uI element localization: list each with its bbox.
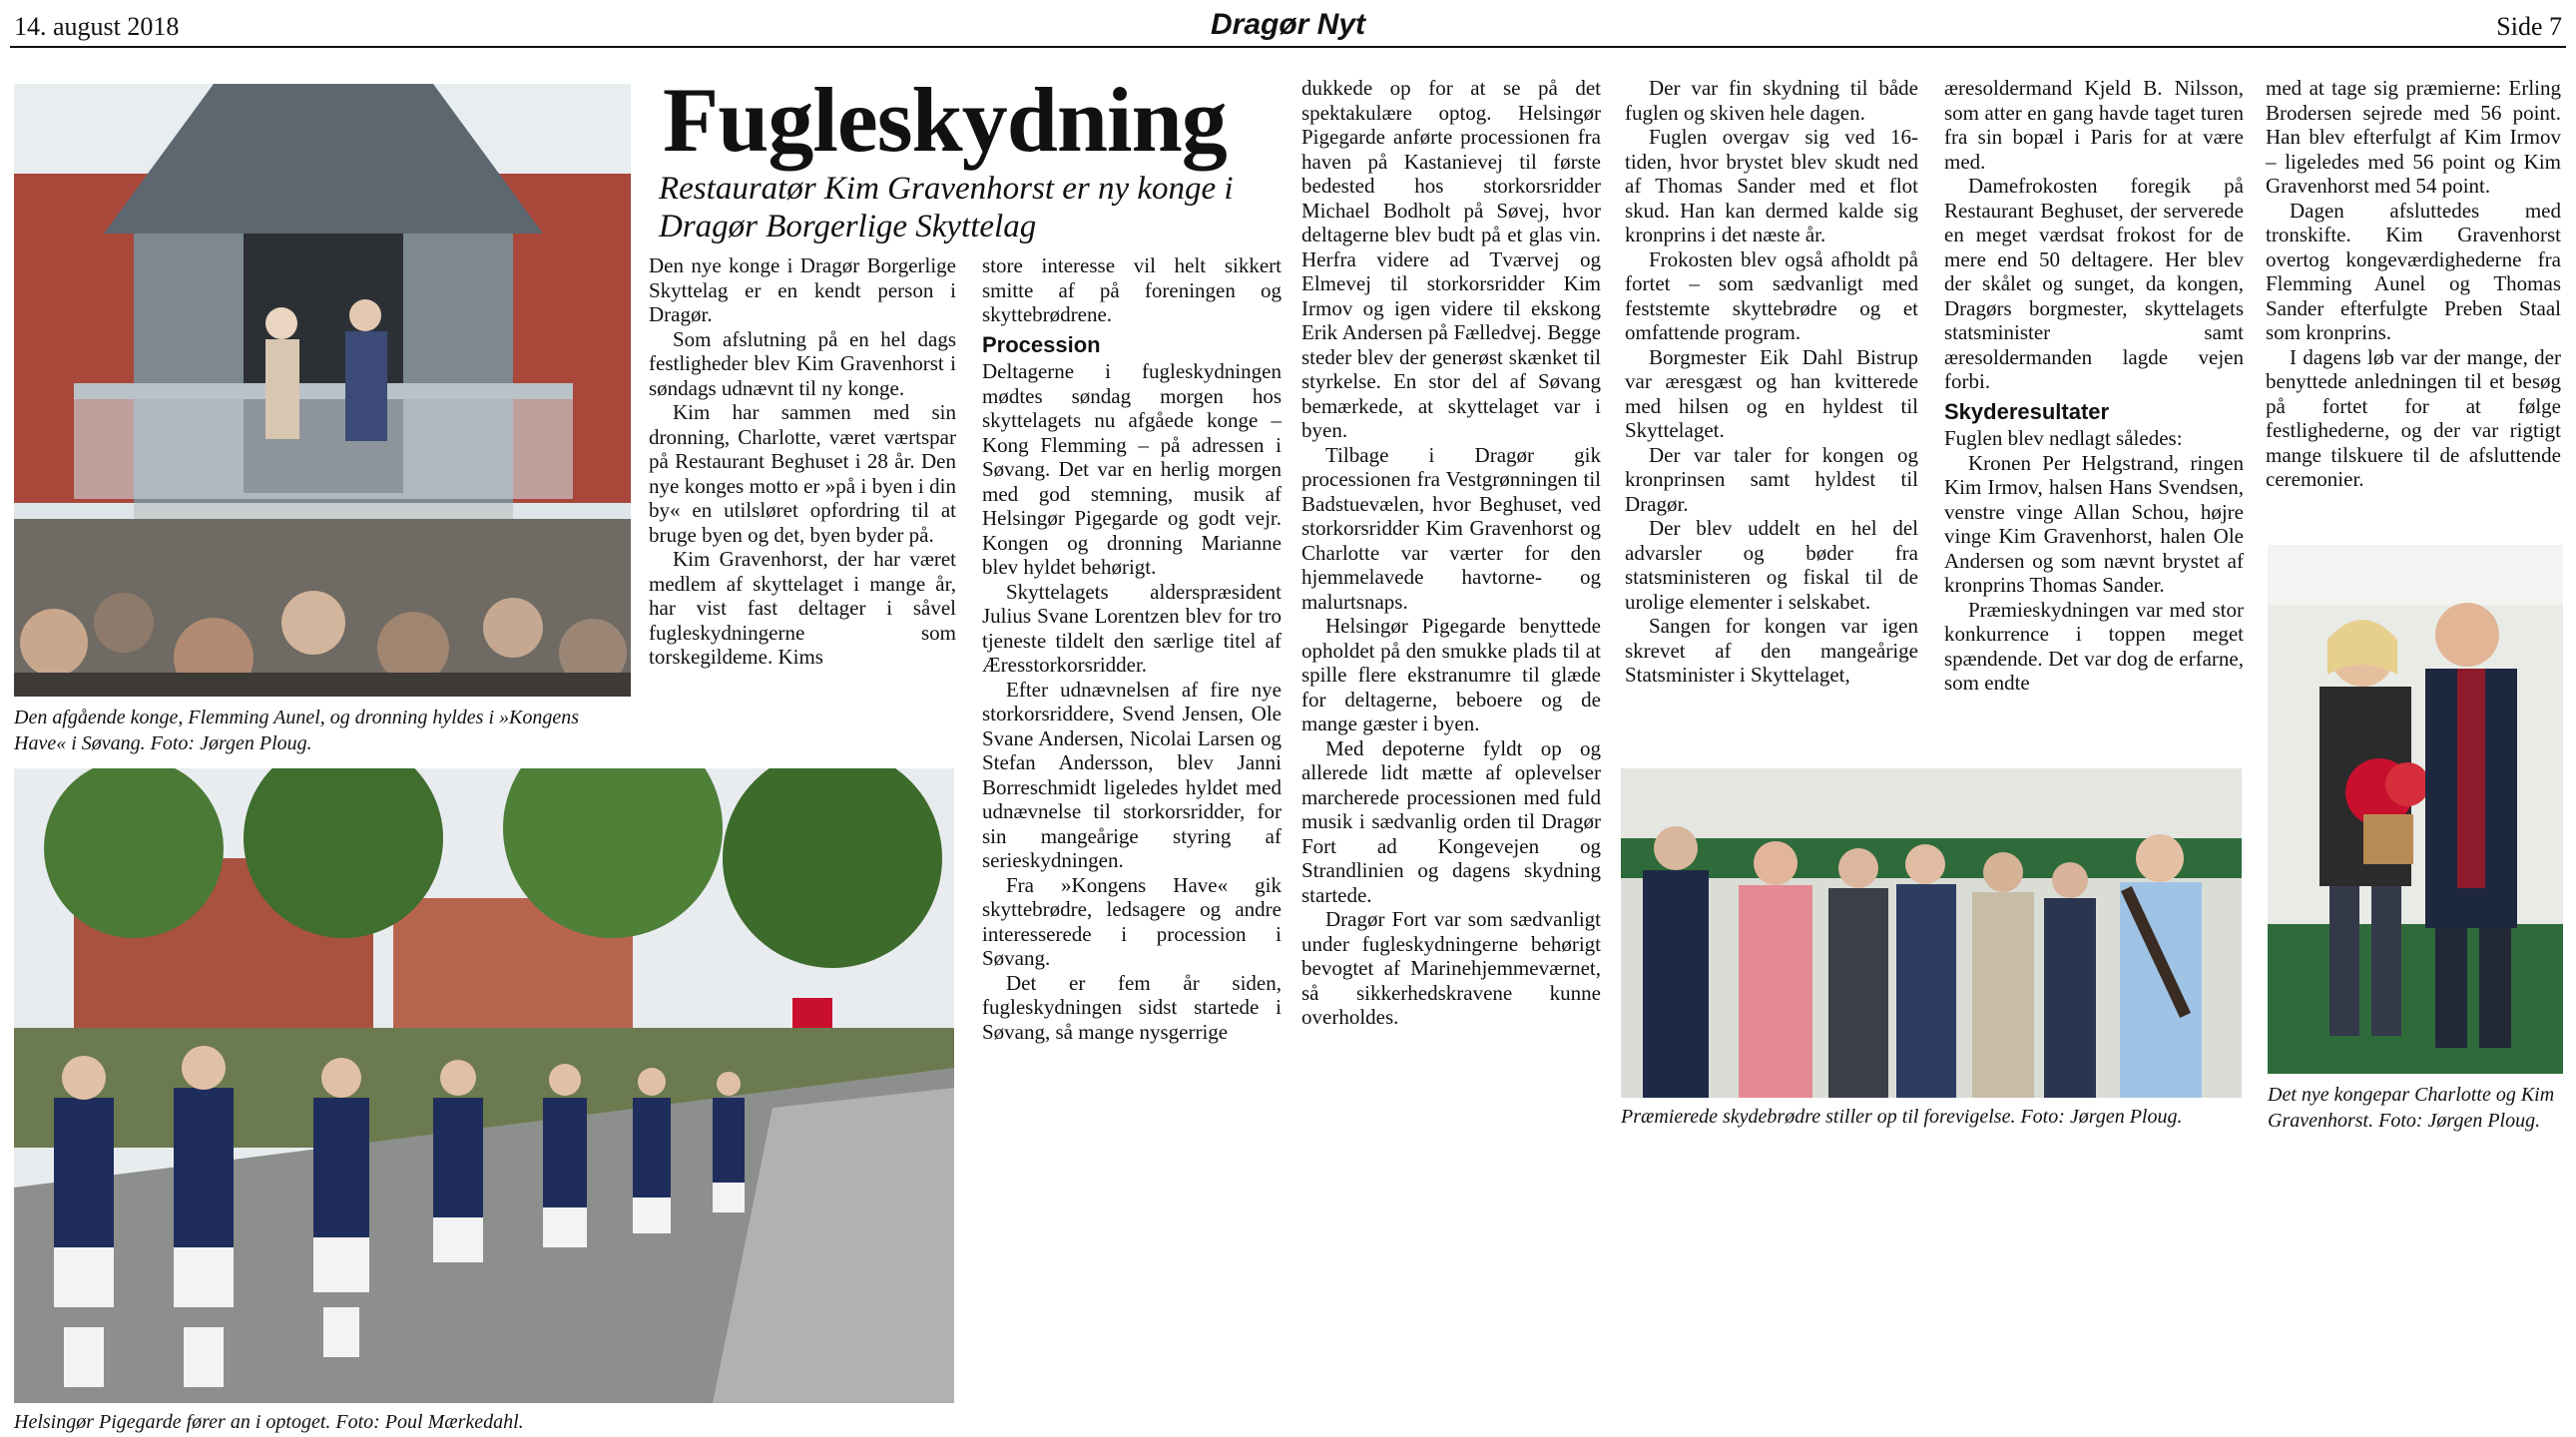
paragraph: æresoldermand Kjeld B. Nilsson, som atter en gang havde taget turen fra sin bopæl i Paris for at være med. <box>1944 76 2244 174</box>
paragraph: Frokosten blev også afholdt på fortet – som sædvanligt med feststemte skyttebrødre og et omfattende program. <box>1625 246 1918 344</box>
article-column-3 <box>1301 76 1601 1030</box>
section-heading-results: Skyderesultater <box>1944 398 2110 424</box>
paragraph: Helsingør Pigegarde benyttede opholdet på den smukke plads til at spille flere ekstranumre til glæde for deltagerne, beboere og de mange gæster i byen. <box>1301 614 1601 735</box>
paragraph: Der var fin skydning til både fuglen og skiven hele dagen. <box>1625 76 1918 125</box>
article-column-2 <box>982 253 1282 1044</box>
issue-date: 14. august 2018 <box>14 12 180 41</box>
paragraph: Kim har sammen med sin dronning, Charlotte, været værtspar på Restaurant Beghuset i 28 år. Den nye konges motto er »på i byen i din by« en utilsløret opfordring til at bruge byen og det, byen byder på. <box>649 400 956 547</box>
paragraph: Deltagerne i fugleskydningen mødtes søndag morgen hos skyttelagets nu afgåede konge – Kong Flemming – på adressen i Søvang. Det var en herlig morgen med god stemning, musik af Helsingør Pigegarde og godt vejr. Kongen og dronning Marianne blev hyldet behørigt. <box>982 359 1282 579</box>
page-number: Side 7 <box>2496 12 2562 41</box>
paragraph: store interesse vil helt sikkert smitte af på foreningen og skyttebrødrene. <box>982 253 1282 326</box>
paragraph: Dragør Fort var som sædvanligt under fugleskydningerne behørigt bevogtet af Marinehjemmeværnet, så sikkerhedskravene kunne overholdes. <box>1301 907 1601 1029</box>
paragraph: dukkede op for at se på det spektakulære optog. Helsingør Pigegarde anførte processionen fra haven på Kastanievej til første bedested hos storkorsridder Michael Bodholt på Søvej, hvor deltagerne blev budt på et glas vin. Herfra videre ad Tværvej og Elmevej til storkorsridder Kim Irmov og igen videre til ekskong Erik Andersen på Fælledvej. Begge steder blev der generøst skænket til styrkelse. En stor del af Søvang bemærkede, at skyttelaget var i byen. <box>1301 76 1601 442</box>
paragraph: Borgmester Eik Dahl Bistrup var æresgæst og han kvitterede med hilsen og en hyldest til Skyttelaget. <box>1625 344 1918 442</box>
article-subheadline: Restauratør Kim Gravenhorst er ny konge i Dragør Borgerlige Skyttelag <box>659 171 1234 244</box>
paragraph: Kim Gravenhorst, der har været medlem af skyttelaget i mange år, har vist fast deltager i såvel fugleskydningerne som torskegildeme. Kims <box>649 547 956 669</box>
paragraph: Damefrokosten foregik på Restaurant Beghuset, der serverede en meget værdsat frokost for de mere end 50 deltagere. Her blev der skålet og sunget, da kongen, Dragørs borgmester, skyttelagets statsminister samt æresoldermanden lagde vejen forbi. <box>1944 174 2244 393</box>
paragraph: Det er fem år siden, fugleskydningen sidst startede i Søvang, så mange nysgerrige <box>982 970 1282 1044</box>
paragraph: Kronen Per Helgstrand, ringen Kim Irmov, halsen Hans Svendsen, venstre vinge Allan Schou, højre vinge Kim Gravenhorst, halen Ole Andersen og som nævnt brystet af kronprins Thomas Sander. <box>1944 450 2244 597</box>
caption-photo-2: Helsingør Pigegarde fører an i optoget. Foto: Poul Mærkedahl. <box>14 1411 524 1433</box>
paragraph: Der var taler for kongen og kronprinsen samt hyldest til Dragør. <box>1625 442 1918 516</box>
caption-photo-4: Det nye kongepar Charlotte og Kim Gravenhorst. Foto: Jørgen Ploug. <box>2268 1084 2555 1132</box>
paragraph: Tilbage i Dragør gik processionen fra Vestgrønningen til Badstuevælen, hvor Beghuset, ved storkorsridder Kim Gravenhorst og Charlotte var værter for den hjemmelavede havtorne- og malurtsnaps. <box>1301 442 1601 614</box>
photo-girls-guard-parade <box>14 768 954 1403</box>
article-column-5 <box>1944 76 2244 696</box>
paper-title: Dragør Nyt <box>1210 8 1366 41</box>
paragraph: Efter udnævnelsen af fire nye storkorsriddere, Svend Jensen, Ole Svane Andersen, Nicolai Larsen og Stefan Andersson, blev Janni Borreschmidt ligeledes hyldet med udnævnelse til storkorsridder, for sin mangeårige styring af serieskydningen. <box>982 677 1282 872</box>
photo-new-royal-couple <box>2268 545 2563 1074</box>
caption-photo-3: Præmierede skydebrødre stiller op til forevigelse. Foto: Jørgen Ploug. <box>1621 1106 2183 1128</box>
article-column-1 <box>649 253 956 670</box>
photo-prize-winners <box>1621 768 2242 1098</box>
header-rule <box>10 46 2566 48</box>
photo-royal-couple-balcony <box>14 84 631 697</box>
paragraph: Dagen afsluttedes med tronskifte. Kim Gravenhorst overtog kongeværdighederne fra Flemming Aunel og Thomas Sander efterfulgte Preben Staal som kronprins. <box>2266 198 2561 344</box>
paragraph: Fuglen overgav sig ved 16-tiden, hvor brystet blev skudt ned af Thomas Sander med et flot skud. Han kan dermed kalde sig kronprins i det næste år. <box>1625 125 1918 246</box>
paragraph: Med depoterne fyldt op og allerede lidt mætte af oplevelser marcherede processionen med fuld musik i sædvanlig orden til Dragør Fort ad Kongevejen og Strandlinien og dagens skydning startede. <box>1301 735 1601 907</box>
paragraph: Sangen for kongen var igen skrevet af den mangeårige Statsminister i Skyttelaget, <box>1625 614 1918 687</box>
paragraph: Fra »Kongens Have« gik skyttebrødre, ledsagere og andre interesserede i procession i Søvang. <box>982 872 1282 970</box>
paragraph: Som afslutning på en hel dags festligheder blev Kim Gravenhorst i søndags udnævnt til ny konge. <box>649 326 956 400</box>
article-column-6 <box>2266 76 2561 492</box>
paragraph: med at tage sig præmierne: Erling Brodersen sejrede med 56 point. Han blev efterfulgt af Kim Irmov – ligeledes med 56 point og Kim Gravenhorst med 54 point. <box>2266 76 2561 198</box>
paragraph: Den nye konge i Dragør Borgerlige Skyttelag er en kendt person i Dragør. <box>649 253 956 326</box>
paragraph: Der blev uddelt en hel del advarsler og bøder fra statsministeren og fiskal til de urolige elementer i selskabet. <box>1625 516 1918 614</box>
paragraph: I dagens løb var der mange, der benyttede anledningen til et besøg på fortet for at følge festlighederne, og der var rigtigt mange tilskuere til de afsluttende ceremonier. <box>2266 344 2561 491</box>
page-header <box>0 0 2576 48</box>
paragraph: Fuglen blev nedlagt således: <box>1944 426 2183 450</box>
article-column-4 <box>1625 76 1918 688</box>
section-heading-procession: Procession <box>982 331 1101 357</box>
article-headline: Fugleskydning <box>663 69 1227 171</box>
paragraph: Præmieskydningen var med stor konkurrence i toppen meget spændende. Det var dog de erfarne, som endte <box>1944 597 2244 695</box>
caption-photo-1: Den afgående konge, Flemming Aunel, og dronning hyldes i »Kongens Have« i Søvang. Foto: Jørgen Ploug. <box>14 707 580 754</box>
paragraph: Skyttelagets alderspræsident Julius Svane Lorentzen blev for tro tjeneste tildelt den særlige titel af Æresstorkorsridder. <box>982 579 1282 677</box>
